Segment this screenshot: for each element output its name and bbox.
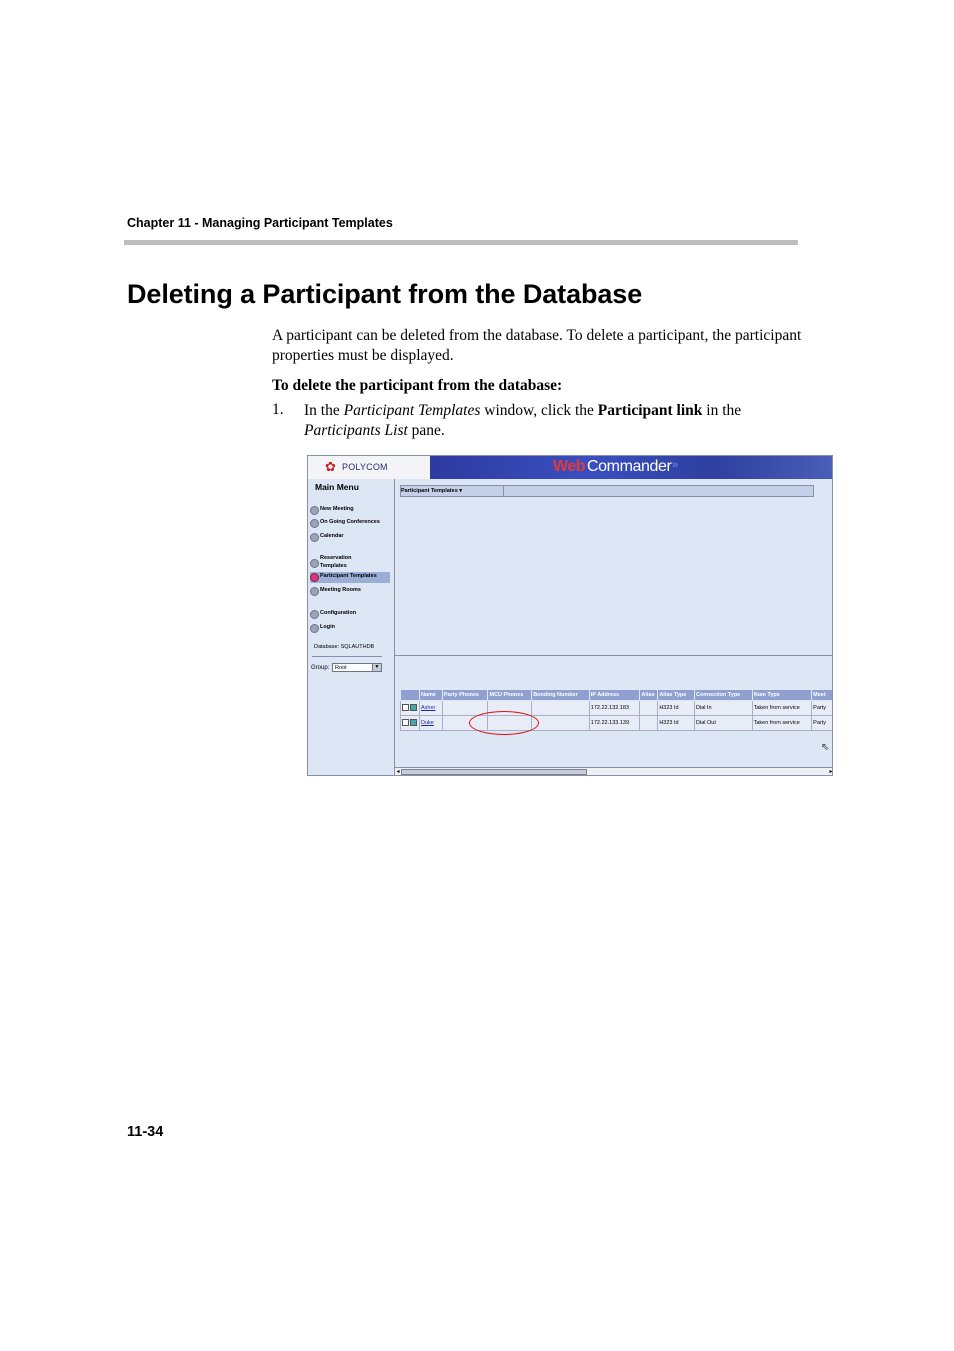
menu-item-label: Calendar <box>320 533 344 539</box>
table-row <box>401 716 834 731</box>
banner-arrows-icon: » <box>672 459 679 471</box>
main-menu-sidebar <box>308 479 395 776</box>
menu-item-ongoing-conferences[interactable] <box>310 518 390 529</box>
menu-item-calendar[interactable] <box>310 532 390 543</box>
tab-participant-templates[interactable] <box>401 488 462 494</box>
table-cell: Dial In <box>695 701 753 716</box>
chevron-down-icon: ▾ <box>459 488 463 494</box>
table-cell <box>532 716 590 731</box>
menu-item-reservation-templates[interactable] <box>310 555 390 571</box>
menu-item-label: Login <box>320 624 335 630</box>
step-text-window-name: Participant Templates <box>343 402 481 419</box>
row-icons[interactable] <box>401 701 420 716</box>
table-cell: Taken from service <box>752 716 812 731</box>
pane-divider <box>395 655 833 656</box>
step-text-link-name: Participant link <box>597 402 703 419</box>
column-header[interactable]: Meet <box>812 690 833 701</box>
intro-paragraph: A participant can be deleted from the database. To delete a participant, the participant properties must be displayed. <box>272 327 802 364</box>
table-cell: H323 Id <box>658 701 695 716</box>
group-select-value: Root <box>335 665 347 671</box>
connection-icon <box>410 719 417 726</box>
scroll-left-icon[interactable]: ◂ <box>396 769 400 775</box>
app-banner <box>308 456 833 479</box>
table-cell: H323 Id <box>658 716 695 731</box>
table-cell <box>532 701 590 716</box>
menu-item-login[interactable] <box>310 623 390 634</box>
participant-link-text[interactable]: Duke <box>421 720 434 726</box>
group-select[interactable] <box>332 663 382 672</box>
column-header[interactable]: Alias <box>640 690 658 701</box>
column-header[interactable]: Connection Type <box>695 690 753 701</box>
menu-bullet-icon <box>310 573 319 582</box>
polycom-logo <box>308 456 430 479</box>
step-text <box>304 401 804 441</box>
scrollbar-thumb[interactable] <box>401 769 587 775</box>
step-text-part: pane. <box>407 422 445 439</box>
participant-icon <box>402 719 409 726</box>
menu-item-label: Participant Templates <box>320 573 377 579</box>
step-number: 1. <box>272 401 284 418</box>
webcommander-screenshot <box>307 455 833 776</box>
menu-bullet-icon <box>310 519 319 528</box>
step-text-part: In the <box>304 402 344 419</box>
row-icons[interactable] <box>401 716 420 731</box>
tab-divider <box>503 485 504 497</box>
polycom-logo-icon: ✿ <box>325 459 336 474</box>
step-text-part: window, click the <box>480 402 598 419</box>
menu-item-meeting-rooms[interactable] <box>310 586 390 597</box>
table-header-row <box>401 690 834 701</box>
table-cell: Taken from service <box>752 701 812 716</box>
procedure-heading: To delete the participant from the database: <box>272 377 563 394</box>
step-text-pane-name: Participants List <box>304 422 408 439</box>
menu-item-label: Configuration <box>320 610 357 616</box>
logo-text: POLYCOM <box>342 462 388 472</box>
column-header[interactable]: Party Phones <box>442 690 488 701</box>
column-header[interactable]: MCU Phones <box>488 690 532 701</box>
step-text-part: in the <box>702 402 742 419</box>
group-label: Group: <box>311 665 330 671</box>
menu-item-label: Meeting Rooms <box>320 587 361 593</box>
table-cell <box>640 716 658 731</box>
connection-icon <box>410 704 417 711</box>
column-header[interactable]: Name <box>420 690 443 701</box>
page-number: 11-34 <box>127 1124 164 1140</box>
column-header[interactable]: Num Type <box>752 690 812 701</box>
column-header[interactable]: Bonding Number <box>532 690 590 701</box>
menu-bullet-icon <box>310 533 319 542</box>
sidebar-divider <box>312 656 382 657</box>
menu-bullet-icon <box>310 587 319 596</box>
menu-bullet-icon <box>310 610 319 619</box>
menu-item-label: On Going Conferences <box>320 519 380 525</box>
mouse-cursor-icon: ⇖ <box>821 742 830 753</box>
participant-link[interactable] <box>420 716 443 731</box>
menu-item-participant-templates[interactable] <box>310 572 390 583</box>
table-cell <box>640 701 658 716</box>
column-header[interactable] <box>401 690 420 701</box>
participant-link-text[interactable]: Asher <box>421 705 436 711</box>
horizontal-scrollbar[interactable] <box>395 767 833 776</box>
table-cell: 172.22.133.139 <box>589 716 640 731</box>
column-header[interactable]: IP Address <box>589 690 640 701</box>
table-cell: Party <box>812 716 833 731</box>
menu-bullet-icon <box>310 624 319 633</box>
tab-bar <box>400 485 814 497</box>
tab-label: Participant Templates <box>401 488 458 494</box>
section-title: Deleting a Participant from the Database <box>127 279 643 309</box>
main-pane <box>395 479 833 776</box>
participant-icon <box>402 704 409 711</box>
menu-item-new-meeting[interactable] <box>310 505 390 516</box>
menu-item-configuration[interactable] <box>310 609 390 620</box>
brand-commander: Commander <box>587 458 672 475</box>
menu-item-label: Reservation <box>320 555 352 561</box>
menu-item-label: New Meeting <box>320 506 354 512</box>
brand-web: Web <box>553 458 585 475</box>
scroll-right-icon[interactable]: ▸ <box>829 769 833 775</box>
participant-link[interactable] <box>420 701 443 716</box>
chapter-header: Chapter 11 - Managing Participant Templates <box>127 216 393 230</box>
table-cell: 172.22.132.183 <box>589 701 640 716</box>
menu-item-label: Templates <box>320 563 347 569</box>
chevron-down-icon[interactable]: ▼ <box>372 664 381 671</box>
column-header[interactable]: Alias Type <box>658 690 695 701</box>
table-row <box>401 701 834 716</box>
table-cell: Dial Out <box>695 716 753 731</box>
database-label: Database: SQLAUTHDB <box>314 644 375 650</box>
header-rule <box>124 240 798 245</box>
highlight-oval <box>469 711 539 735</box>
menu-bullet-icon <box>310 506 319 515</box>
menu-bullet-icon <box>310 559 319 568</box>
table-cell: Party <box>812 701 833 716</box>
main-menu-title: Main Menu <box>315 482 359 492</box>
participants-list-table <box>400 689 833 731</box>
